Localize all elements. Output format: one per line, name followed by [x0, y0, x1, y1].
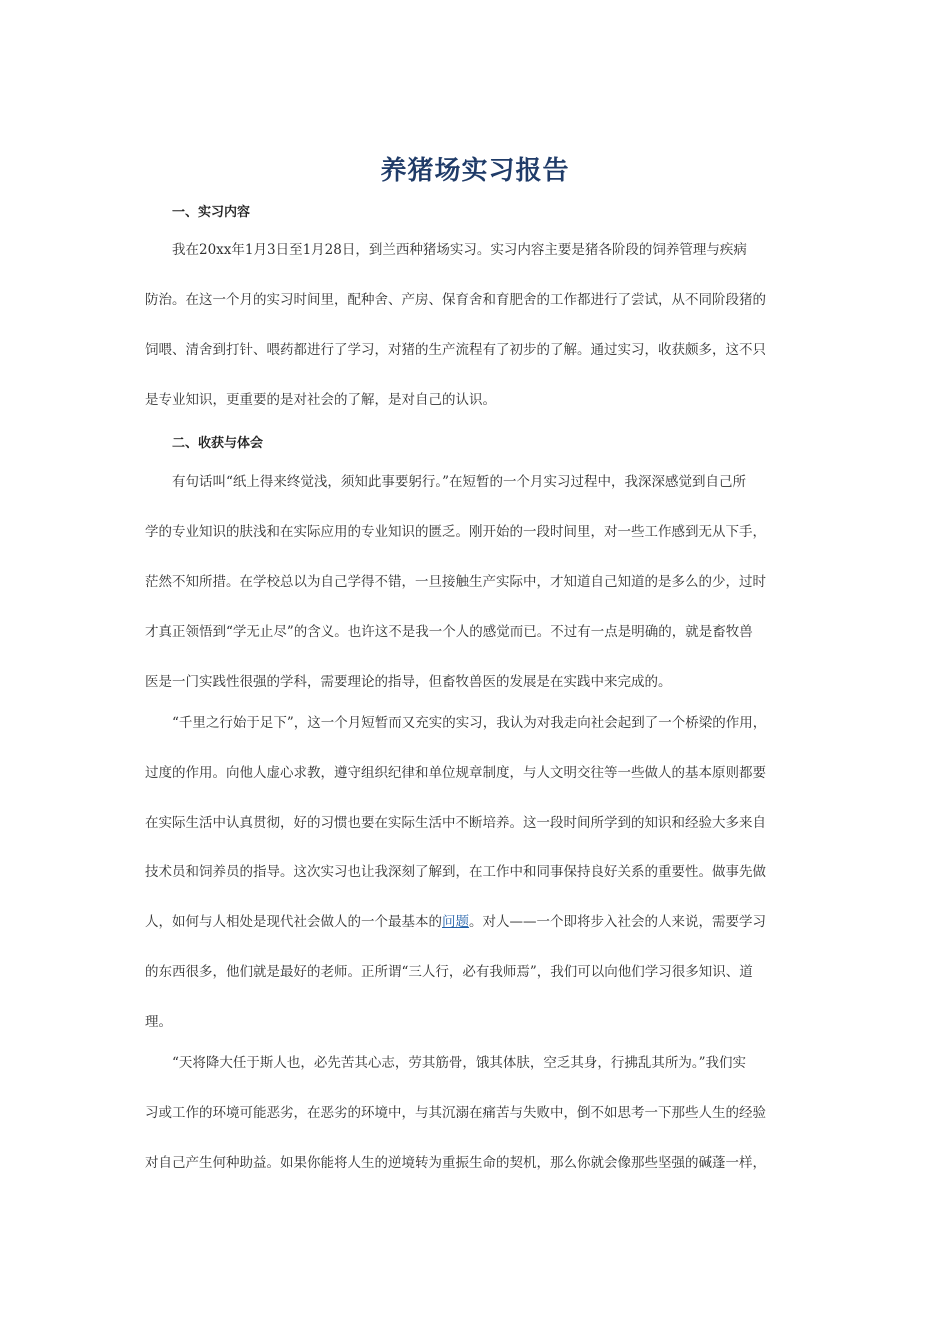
paragraph-line: 医是一门实践性很强的学科，需要理论的指导，但畜牧兽医的发展是在实践中来完成的。	[145, 674, 672, 690]
section-heading-gains: 二、收获与体会	[172, 436, 264, 451]
paragraph-line: 饲喂、清舍到打针、喂药都进行了学习，对猪的生产流程有了初步的了解。通过实习，收获颇多，这不只	[145, 342, 766, 358]
paragraph-line: 才真正领悟到“学无止尽”的含义。也许这不是我一个人的感觉而已。不过有一点是明确的，就是畜牧兽	[145, 624, 753, 640]
paragraph-line: 过度的作用。向他人虚心求教，遵守组织纪律和单位规章制度，与人文明交往等一些做人的基本原则都要	[145, 765, 766, 781]
paragraph-line: 技术员和饲养员的指导。这次实习也让我深刻了解到，在工作中和同事保持良好关系的重要性。做事先做	[145, 864, 766, 880]
paragraph-line: 有句话叫“纸上得来终觉浅，须知此事要躬行。”在短暂的一个月实习过程中，我深深感觉到自己所	[172, 474, 747, 490]
paragraph-line: “天将降大任于斯人也，必先苦其心志，劳其筋骨，饿其体肤，空乏其身，行拂乱其所为。”我们实	[172, 1055, 747, 1071]
paragraph-line: 的东西很多，他们就是最好的老师。正所谓“三人行，必有我师焉”，我们可以向他们学习很多知识、道	[145, 964, 753, 980]
paragraph-line-with-link	[145, 913, 815, 931]
section-heading-internship-content: 一、实习内容	[172, 205, 251, 220]
paragraph-line: 在实际生活中认真贯彻，好的习惯也要在实际生活中不断培养。这一段时间所学到的知识和经验大多来自	[145, 815, 766, 831]
paragraph-line: 防治。在这一个月的实习时间里，配种舍、产房、保育舍和育肥舍的工作都进行了尝试，从不同阶段猪的	[145, 292, 766, 308]
text-after-link: 。对人——一个即将步入社会的人来说，需要学习	[469, 914, 766, 930]
paragraph-line: 茫然不知所措。在学校总以为自己学得不错，一旦接触生产实际中，才知道自己知道的是多么的少，过时	[145, 574, 766, 590]
paragraph-line: 我在20xx年1月3日至1月28日，到兰西种猪场实习。实习内容主要是猪各阶段的饲养管理与疾病	[172, 242, 747, 258]
paragraph-line: 是专业知识，更重要的是对社会的了解，是对自己的认识。	[145, 392, 496, 408]
paragraph-line: 习或工作的环境可能恶劣，在恶劣的环境中，与其沉溺在痛苦与失败中，倒不如思考一下那些人生的经验	[145, 1105, 766, 1121]
paragraph-line: 学的专业知识的肤浅和在实际应用的专业知识的匮乏。刚开始的一段时间里，对一些工作感到无从下手，	[145, 524, 766, 540]
problem-link[interactable]: 问题	[442, 914, 469, 930]
paragraph-line: 理。	[145, 1014, 172, 1030]
text-before-link: 人，如何与人相处是现代社会做人的一个最基本的	[145, 914, 442, 930]
paragraph-line: 对自己产生何种助益。如果你能将人生的逆境转为重振生命的契机，那么你就会像那些坚强的碱蓬一样，	[145, 1155, 766, 1171]
document-title: 养猪场实习报告	[380, 156, 570, 186]
paragraph-line: “千里之行始于足下”，这一个月短暂而又充实的实习，我认为对我走向社会起到了一个桥梁的作用，	[172, 715, 767, 731]
